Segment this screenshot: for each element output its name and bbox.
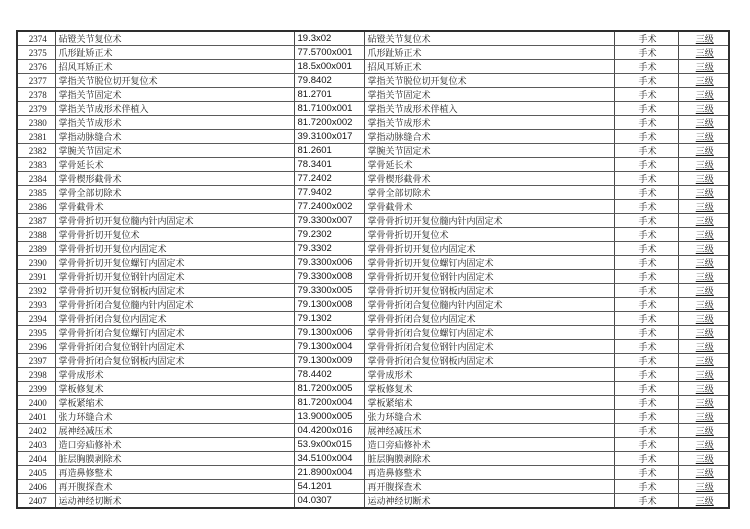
table-row — [17, 410, 729, 424]
level-cell — [678, 31, 729, 46]
level-text: 三级 — [695, 216, 714, 226]
procedure-name-cell: 掌骨骨折切开复位钢针内固定术 — [55, 270, 294, 284]
procedure-name-cell: 掌指动脉缝合术 — [55, 130, 294, 144]
procedure-code-cell: 54.1201 — [294, 480, 364, 494]
level-text: 三级 — [695, 370, 714, 380]
procedure-name-cell: 展神经减压术 — [55, 424, 294, 438]
level-cell — [678, 284, 729, 298]
procedure-code-cell: 19.3x02 — [294, 31, 364, 46]
category-cell: 手术 — [614, 186, 678, 200]
procedure-name-repeat-cell: 掌指动脉缝合术 — [364, 130, 614, 144]
table-row — [17, 494, 729, 509]
row-number-cell: 2389 — [17, 242, 55, 256]
procedure-name-repeat-cell: 脏层胸膜剥除术 — [364, 452, 614, 466]
procedure-code-cell: 79.3302 — [294, 242, 364, 256]
table-row — [17, 172, 729, 186]
procedure-name-cell: 张力环缝合术 — [55, 410, 294, 424]
procedure-code-cell: 79.1300x008 — [294, 298, 364, 312]
row-number-cell: 2397 — [17, 354, 55, 368]
category-cell: 手术 — [614, 60, 678, 74]
table-row — [17, 88, 729, 102]
level-cell — [678, 242, 729, 256]
category-cell: 手术 — [614, 46, 678, 60]
procedure-name-repeat-cell: 掌骨骨折闭合复位髓内针内固定术 — [364, 298, 614, 312]
level-cell — [678, 298, 729, 312]
level-text: 三级 — [695, 496, 714, 506]
procedure-code-cell: 77.2400x002 — [294, 200, 364, 214]
table-row — [17, 256, 729, 270]
row-number-cell: 2378 — [17, 88, 55, 102]
level-text: 三级 — [695, 412, 714, 422]
row-number-cell: 2394 — [17, 312, 55, 326]
category-cell: 手术 — [614, 298, 678, 312]
level-text: 三级 — [695, 34, 714, 44]
table-row — [17, 214, 729, 228]
category-cell: 手术 — [614, 228, 678, 242]
level-cell — [678, 102, 729, 116]
category-cell: 手术 — [614, 256, 678, 270]
row-number-cell: 2382 — [17, 144, 55, 158]
category-cell: 手术 — [614, 284, 678, 298]
procedure-name-repeat-cell: 掌骨骨折闭合复位钢板内固定术 — [364, 354, 614, 368]
level-text: 三级 — [695, 286, 714, 296]
procedure-name-repeat-cell: 造口旁疝修补术 — [364, 438, 614, 452]
procedure-code-cell: 81.7200x002 — [294, 116, 364, 130]
level-text: 三级 — [695, 62, 714, 72]
procedure-code-cell: 53.9x00x015 — [294, 438, 364, 452]
level-text: 三级 — [695, 244, 714, 254]
category-cell: 手术 — [614, 242, 678, 256]
row-number-cell: 2404 — [17, 452, 55, 466]
level-cell — [678, 228, 729, 242]
row-number-cell: 2403 — [17, 438, 55, 452]
level-cell — [678, 326, 729, 340]
procedure-code-cell: 18.5x00x001 — [294, 60, 364, 74]
table-row — [17, 74, 729, 88]
procedure-name-repeat-cell: 掌骨骨折闭合复位内固定术 — [364, 312, 614, 326]
procedure-name-repeat-cell: 掌骨骨折切开复位内固定术 — [364, 242, 614, 256]
procedure-name-repeat-cell: 砧镫关节复位术 — [364, 31, 614, 46]
row-number-cell: 2375 — [17, 46, 55, 60]
row-number-cell: 2388 — [17, 228, 55, 242]
procedure-table — [16, 30, 730, 509]
procedure-name-repeat-cell: 掌骨骨折闭合复位钢针内固定术 — [364, 340, 614, 354]
row-number-cell: 2391 — [17, 270, 55, 284]
procedure-name-cell: 掌骨骨折闭合复位螺钉内固定术 — [55, 326, 294, 340]
procedure-name-repeat-cell: 掌骨楔形截骨术 — [364, 172, 614, 186]
level-text: 三级 — [695, 146, 714, 156]
procedure-name-cell: 掌骨骨折闭合复位钢板内固定术 — [55, 354, 294, 368]
procedure-code-cell: 79.1302 — [294, 312, 364, 326]
procedure-name-cell: 掌骨楔形截骨术 — [55, 172, 294, 186]
category-cell: 手术 — [614, 326, 678, 340]
level-cell — [678, 340, 729, 354]
procedure-name-cell: 掌板修复术 — [55, 382, 294, 396]
category-cell: 手术 — [614, 368, 678, 382]
procedure-name-cell: 再开腹探查术 — [55, 480, 294, 494]
category-cell: 手术 — [614, 410, 678, 424]
category-cell: 手术 — [614, 130, 678, 144]
row-number-cell: 2407 — [17, 494, 55, 509]
level-cell — [678, 396, 729, 410]
level-cell — [678, 60, 729, 74]
procedure-name-cell: 掌骨全部切除术 — [55, 186, 294, 200]
procedure-name-repeat-cell: 招风耳矫正术 — [364, 60, 614, 74]
procedure-name-repeat-cell: 掌骨骨折切开复位髓内针内固定术 — [364, 214, 614, 228]
category-cell: 手术 — [614, 438, 678, 452]
procedure-name-repeat-cell: 掌指关节成形术伴植入 — [364, 102, 614, 116]
procedure-name-cell: 掌指关节成形术伴植入 — [55, 102, 294, 116]
level-cell — [678, 438, 729, 452]
level-cell — [678, 186, 729, 200]
procedure-name-repeat-cell: 掌骨骨折切开复位螺钉内固定术 — [364, 256, 614, 270]
row-number-cell: 2386 — [17, 200, 55, 214]
row-number-cell: 2381 — [17, 130, 55, 144]
procedure-code-cell: 79.3300x008 — [294, 270, 364, 284]
procedure-name-repeat-cell: 掌骨成形术 — [364, 368, 614, 382]
level-cell — [678, 158, 729, 172]
procedure-name-cell: 掌骨骨折切开复位术 — [55, 228, 294, 242]
row-number-cell: 2384 — [17, 172, 55, 186]
procedure-name-cell: 脏层胸膜剥除术 — [55, 452, 294, 466]
category-cell: 手术 — [614, 214, 678, 228]
row-number-cell: 2401 — [17, 410, 55, 424]
procedure-name-cell: 掌骨骨折闭合复位钢针内固定术 — [55, 340, 294, 354]
procedure-name-cell: 爪形趾矫正术 — [55, 46, 294, 60]
procedure-name-cell: 掌骨骨折切开复位钢板内固定术 — [55, 284, 294, 298]
procedure-code-cell: 81.2701 — [294, 88, 364, 102]
procedure-table-body — [17, 31, 729, 508]
procedure-code-cell: 77.2402 — [294, 172, 364, 186]
procedure-code-cell: 13.9000x005 — [294, 410, 364, 424]
category-cell: 手术 — [614, 31, 678, 46]
procedure-name-cell: 掌指关节脱位切开复位术 — [55, 74, 294, 88]
table-row — [17, 270, 729, 284]
category-cell: 手术 — [614, 200, 678, 214]
procedure-code-cell: 81.7200x005 — [294, 382, 364, 396]
procedure-name-repeat-cell: 掌板紧缩术 — [364, 396, 614, 410]
procedure-code-cell: 77.9402 — [294, 186, 364, 200]
row-number-cell: 2383 — [17, 158, 55, 172]
procedure-name-repeat-cell: 掌指关节固定术 — [364, 88, 614, 102]
row-number-cell: 2374 — [17, 31, 55, 46]
table-row — [17, 354, 729, 368]
level-text: 三级 — [695, 272, 714, 282]
procedure-name-cell: 掌板紧缩术 — [55, 396, 294, 410]
level-text: 三级 — [695, 398, 714, 408]
row-number-cell: 2380 — [17, 116, 55, 130]
category-cell: 手术 — [614, 116, 678, 130]
category-cell: 手术 — [614, 466, 678, 480]
level-cell — [678, 382, 729, 396]
level-text: 三级 — [695, 314, 714, 324]
row-number-cell: 2398 — [17, 368, 55, 382]
category-cell: 手术 — [614, 158, 678, 172]
table-row — [17, 228, 729, 242]
procedure-name-repeat-cell: 掌板修复术 — [364, 382, 614, 396]
level-text: 三级 — [695, 328, 714, 338]
row-number-cell: 2395 — [17, 326, 55, 340]
level-cell — [678, 480, 729, 494]
level-text: 三级 — [695, 90, 714, 100]
procedure-name-cell: 掌骨骨折切开复位内固定术 — [55, 242, 294, 256]
level-cell — [678, 312, 729, 326]
table-row — [17, 116, 729, 130]
category-cell: 手术 — [614, 74, 678, 88]
procedure-name-cell: 掌指关节成形术 — [55, 116, 294, 130]
level-text: 三级 — [695, 132, 714, 142]
level-cell — [678, 466, 729, 480]
procedure-code-cell: 78.3401 — [294, 158, 364, 172]
level-text: 三级 — [695, 258, 714, 268]
procedure-name-cell: 掌骨骨折切开复位螺钉内固定术 — [55, 256, 294, 270]
procedure-name-repeat-cell: 掌骨全部切除术 — [364, 186, 614, 200]
procedure-name-repeat-cell: 掌骨骨折切开复位术 — [364, 228, 614, 242]
row-number-cell: 2379 — [17, 102, 55, 116]
table-row — [17, 130, 729, 144]
procedure-name-cell: 造口旁疝修补术 — [55, 438, 294, 452]
level-cell — [678, 270, 729, 284]
procedure-name-repeat-cell: 掌骨骨折闭合复位螺钉内固定术 — [364, 326, 614, 340]
table-row — [17, 242, 729, 256]
category-cell: 手术 — [614, 88, 678, 102]
procedure-name-repeat-cell: 掌骨截骨术 — [364, 200, 614, 214]
procedure-name-repeat-cell: 掌骨延长术 — [364, 158, 614, 172]
row-number-cell: 2402 — [17, 424, 55, 438]
category-cell: 手术 — [614, 102, 678, 116]
procedure-name-cell: 掌骨延长术 — [55, 158, 294, 172]
procedure-name-cell: 招风耳矫正术 — [55, 60, 294, 74]
level-text: 三级 — [695, 230, 714, 240]
category-cell: 手术 — [614, 424, 678, 438]
table-row — [17, 480, 729, 494]
level-cell — [678, 354, 729, 368]
procedure-name-repeat-cell: 爪形趾矫正术 — [364, 46, 614, 60]
table-row — [17, 60, 729, 74]
procedure-name-cell: 再造鼻修整术 — [55, 466, 294, 480]
procedure-code-cell: 79.1300x004 — [294, 340, 364, 354]
procedure-name-repeat-cell: 再开腹探查术 — [364, 480, 614, 494]
level-cell — [678, 368, 729, 382]
level-text: 三级 — [695, 468, 714, 478]
procedure-code-cell: 79.3300x005 — [294, 284, 364, 298]
category-cell: 手术 — [614, 354, 678, 368]
row-number-cell: 2400 — [17, 396, 55, 410]
row-number-cell: 2376 — [17, 60, 55, 74]
row-number-cell: 2393 — [17, 298, 55, 312]
level-text: 三级 — [695, 188, 714, 198]
level-cell — [678, 452, 729, 466]
procedure-name-cell: 掌骨截骨术 — [55, 200, 294, 214]
row-number-cell: 2377 — [17, 74, 55, 88]
category-cell: 手术 — [614, 340, 678, 354]
table-row — [17, 200, 729, 214]
procedure-name-repeat-cell: 掌指关节脱位切开复位术 — [364, 74, 614, 88]
level-text: 三级 — [695, 48, 714, 58]
procedure-name-cell: 掌骨骨折闭合复位髓内针内固定术 — [55, 298, 294, 312]
table-row — [17, 186, 729, 200]
level-text: 三级 — [695, 174, 714, 184]
table-row — [17, 298, 729, 312]
row-number-cell: 2390 — [17, 256, 55, 270]
category-cell: 手术 — [614, 144, 678, 158]
level-text: 三级 — [695, 356, 714, 366]
procedure-code-cell: 34.5100x004 — [294, 452, 364, 466]
level-cell — [678, 172, 729, 186]
category-cell: 手术 — [614, 480, 678, 494]
procedure-name-cell: 掌骨骨折闭合复位内固定术 — [55, 312, 294, 326]
row-number-cell: 2406 — [17, 480, 55, 494]
level-cell — [678, 256, 729, 270]
table-row — [17, 102, 729, 116]
category-cell: 手术 — [614, 172, 678, 186]
level-cell — [678, 494, 729, 509]
category-cell: 手术 — [614, 396, 678, 410]
level-text: 三级 — [695, 300, 714, 310]
procedure-code-cell: 79.8402 — [294, 74, 364, 88]
level-text: 三级 — [695, 384, 714, 394]
procedure-name-cell: 掌骨成形术 — [55, 368, 294, 382]
procedure-code-cell: 79.3300x006 — [294, 256, 364, 270]
procedure-code-cell: 21.8900x004 — [294, 466, 364, 480]
level-cell — [678, 200, 729, 214]
table-row — [17, 424, 729, 438]
category-cell: 手术 — [614, 494, 678, 509]
procedure-name-repeat-cell: 掌骨骨折切开复位钢板内固定术 — [364, 284, 614, 298]
level-cell — [678, 88, 729, 102]
category-cell: 手术 — [614, 382, 678, 396]
table-row — [17, 31, 729, 46]
procedure-code-cell: 81.2601 — [294, 144, 364, 158]
table-row — [17, 396, 729, 410]
level-text: 三级 — [695, 76, 714, 86]
procedure-code-cell: 79.2302 — [294, 228, 364, 242]
table-row — [17, 326, 729, 340]
row-number-cell: 2405 — [17, 466, 55, 480]
table-row — [17, 144, 729, 158]
procedure-code-cell: 77.5700x001 — [294, 46, 364, 60]
table-row — [17, 466, 729, 480]
row-number-cell: 2392 — [17, 284, 55, 298]
row-number-cell: 2399 — [17, 382, 55, 396]
procedure-code-cell: 04.0307 — [294, 494, 364, 509]
procedure-code-cell: 39.3100x017 — [294, 130, 364, 144]
category-cell: 手术 — [614, 312, 678, 326]
procedure-name-cell: 掌指关节固定术 — [55, 88, 294, 102]
procedure-name-cell: 运动神经切断术 — [55, 494, 294, 509]
procedure-name-cell: 掌腕关节固定术 — [55, 144, 294, 158]
procedure-name-repeat-cell: 掌腕关节固定术 — [364, 144, 614, 158]
procedure-name-repeat-cell: 掌指关节成形术 — [364, 116, 614, 130]
level-cell — [678, 116, 729, 130]
procedure-code-cell: 79.3300x007 — [294, 214, 364, 228]
level-text: 三级 — [695, 454, 714, 464]
level-cell — [678, 214, 729, 228]
table-row — [17, 312, 729, 326]
row-number-cell: 2396 — [17, 340, 55, 354]
level-cell — [678, 46, 729, 60]
procedure-code-cell: 79.1300x009 — [294, 354, 364, 368]
row-number-cell: 2385 — [17, 186, 55, 200]
level-cell — [678, 410, 729, 424]
table-row — [17, 368, 729, 382]
table-row — [17, 340, 729, 354]
level-cell — [678, 130, 729, 144]
procedure-code-cell: 04.4200x016 — [294, 424, 364, 438]
row-number-cell: 2387 — [17, 214, 55, 228]
level-text: 三级 — [695, 482, 714, 492]
level-cell — [678, 424, 729, 438]
procedure-name-repeat-cell: 展神经减压术 — [364, 424, 614, 438]
procedure-name-repeat-cell: 张力环缝合术 — [364, 410, 614, 424]
table-row — [17, 382, 729, 396]
level-cell — [678, 144, 729, 158]
procedure-name-repeat-cell: 掌骨骨折切开复位钢针内固定术 — [364, 270, 614, 284]
procedure-name-cell: 砧镫关节复位术 — [55, 31, 294, 46]
level-text: 三级 — [695, 342, 714, 352]
procedure-code-cell: 81.7100x001 — [294, 102, 364, 116]
table-row — [17, 46, 729, 60]
level-text: 三级 — [695, 118, 714, 128]
procedure-code-cell: 81.7200x004 — [294, 396, 364, 410]
level-text: 三级 — [695, 202, 714, 212]
procedure-name-repeat-cell: 再造鼻修整术 — [364, 466, 614, 480]
table-row — [17, 452, 729, 466]
table-row — [17, 284, 729, 298]
level-text: 三级 — [695, 104, 714, 114]
table-row — [17, 158, 729, 172]
category-cell: 手术 — [614, 452, 678, 466]
procedure-name-repeat-cell: 运动神经切断术 — [364, 494, 614, 509]
level-text: 三级 — [695, 440, 714, 450]
level-text: 三级 — [695, 160, 714, 170]
table-row — [17, 438, 729, 452]
procedure-code-cell: 79.1300x006 — [294, 326, 364, 340]
level-text: 三级 — [695, 426, 714, 436]
level-cell — [678, 74, 729, 88]
category-cell: 手术 — [614, 270, 678, 284]
procedure-code-cell: 78.4402 — [294, 368, 364, 382]
procedure-name-cell: 掌骨骨折切开复位髓内针内固定术 — [55, 214, 294, 228]
